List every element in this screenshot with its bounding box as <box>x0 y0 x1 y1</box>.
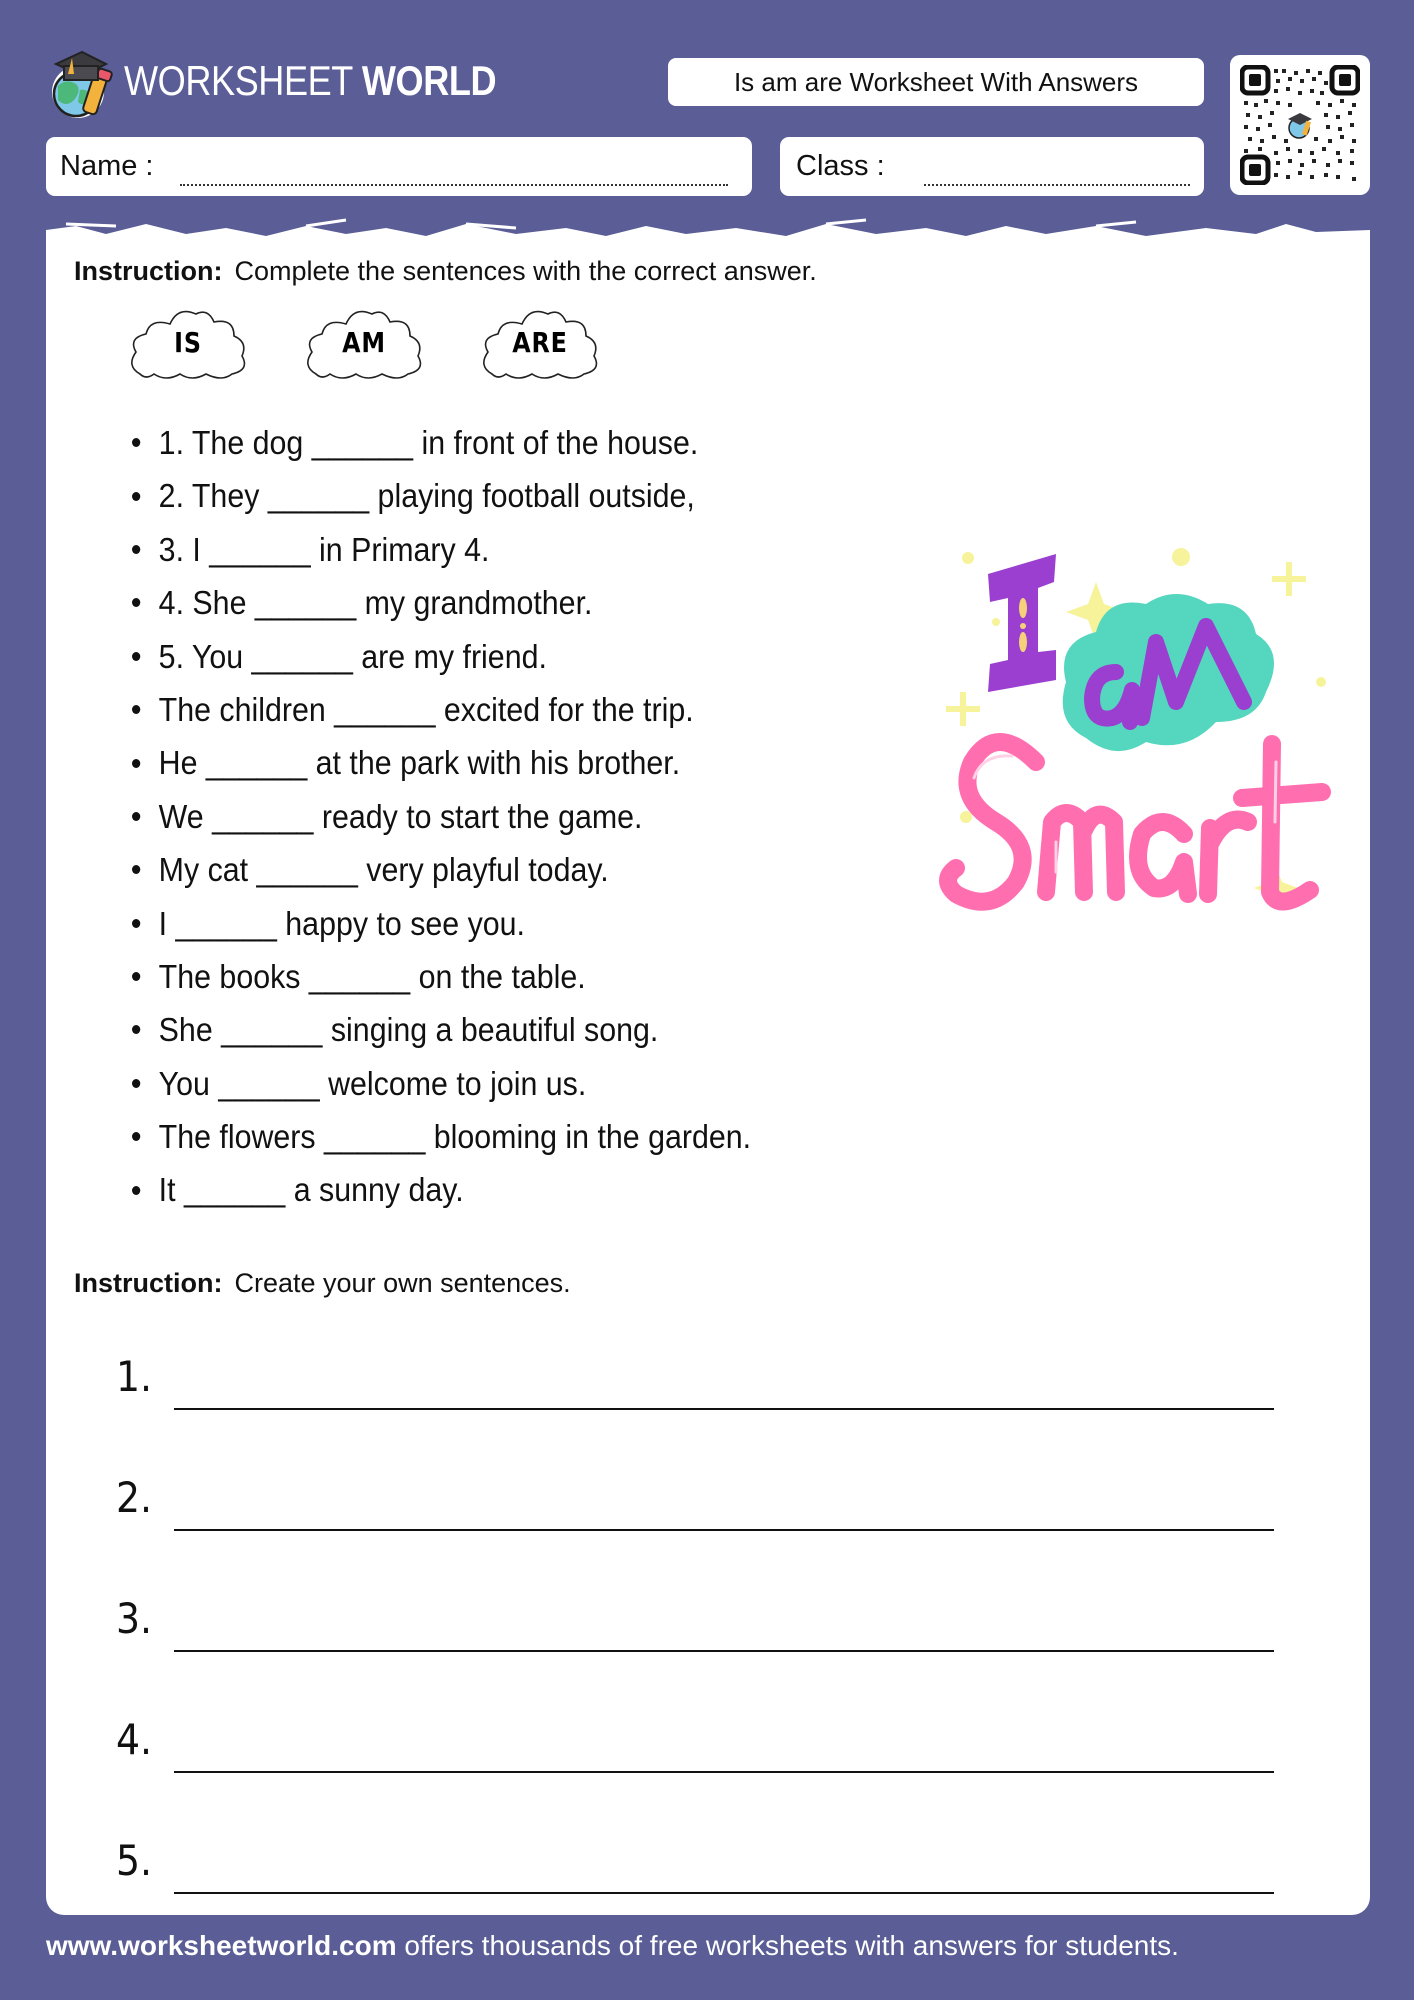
worksheet-title: Is am are Worksheet With Answers <box>668 58 1204 106</box>
sentence-text: She ______ singing a beautiful song. <box>158 1011 659 1049</box>
instruction-text: Complete the sentences with the correct answer. <box>234 256 817 286</box>
instruction-label: Instruction: <box>74 1268 223 1298</box>
brand-name <box>124 57 496 105</box>
i-am-smart-illustration <box>926 522 1366 922</box>
bullet-icon <box>132 1025 140 1034</box>
bullet-icon <box>132 759 140 768</box>
sentence-text: The flowers ______ blooming in the garden. <box>158 1118 752 1156</box>
brand-logo <box>44 40 557 122</box>
sentence-list <box>132 416 805 1217</box>
sentence-text: 1. The dog ______ in front of the house. <box>158 424 699 461</box>
writing-line[interactable] <box>174 1892 1274 1894</box>
bullet-icon <box>132 705 140 714</box>
sentence-item <box>132 843 751 896</box>
instruction-label: Instruction: <box>74 256 223 286</box>
sentence-item <box>132 576 751 629</box>
bullet-icon <box>132 492 140 501</box>
sentence-item <box>132 790 751 843</box>
writing-row[interactable] <box>46 1715 1370 1835</box>
worksheet-card <box>46 222 1370 1915</box>
word-bank <box>126 304 602 380</box>
bullet-icon <box>132 865 140 874</box>
sentence-text: My cat ______ very playful today. <box>158 851 609 889</box>
sentence-item <box>132 736 751 789</box>
sentence-item <box>132 1110 751 1163</box>
bullet-icon <box>132 652 140 661</box>
graduation-globe-pencil-icon <box>44 40 116 122</box>
name-label: Name : <box>60 150 154 182</box>
sentence-text: 4. She ______ my grandmother. <box>158 584 593 622</box>
sentence-text: It ______ a sunny day. <box>158 1171 464 1209</box>
bullet-icon <box>132 598 140 607</box>
writing-line[interactable] <box>174 1650 1274 1652</box>
sentence-item <box>132 897 751 950</box>
class-dotted-line <box>924 184 1190 186</box>
sentence-item <box>132 469 751 522</box>
bullet-icon <box>132 1186 140 1195</box>
sentence-text: I ______ happy to see you. <box>158 904 525 942</box>
writing-row-number: 2. <box>116 1473 153 1522</box>
instruction-complete-sentences <box>74 256 817 287</box>
class-label: Class : <box>796 150 885 182</box>
word-bank-cloud-is <box>126 304 250 380</box>
qr-code-icon <box>1240 65 1360 185</box>
word-bank-cloud-are <box>478 304 602 380</box>
sentence-item <box>132 1003 751 1056</box>
sentence-text: 5. You ______ are my friend. <box>158 637 547 675</box>
writing-row-number: 3. <box>116 1594 153 1643</box>
brand-name-light: WORKSHEET <box>124 57 353 104</box>
writing-line[interactable] <box>174 1529 1274 1531</box>
word-bank-label: ARE <box>512 326 568 359</box>
writing-row[interactable] <box>46 1473 1370 1593</box>
writing-row-number: 4. <box>116 1715 153 1764</box>
sentence-text: He ______ at the park with his brother. <box>158 744 681 782</box>
sentence-item <box>132 630 751 683</box>
sentence-text: The children ______ excited for the trip. <box>158 690 694 728</box>
writing-row[interactable] <box>46 1352 1370 1472</box>
writing-row-number: 5. <box>116 1836 153 1885</box>
instruction-create-sentences <box>74 1268 571 1299</box>
sentence-text: The books ______ on the table. <box>158 957 586 995</box>
bullet-icon <box>132 972 140 981</box>
footer-text <box>46 1930 1179 1962</box>
name-dotted-line <box>180 184 728 186</box>
sentence-text: We ______ ready to start the game. <box>158 797 643 835</box>
name-field[interactable] <box>46 137 752 196</box>
class-field[interactable] <box>780 137 1204 196</box>
sentence-item <box>132 950 751 1003</box>
word-bank-label: AM <box>342 326 386 359</box>
writing-row[interactable] <box>46 1594 1370 1714</box>
footer-site-link[interactable]: www.worksheetworld.com <box>46 1930 397 1961</box>
bullet-icon <box>132 438 140 447</box>
writing-line[interactable] <box>174 1408 1274 1410</box>
sentence-text: You ______ welcome to join us. <box>158 1064 587 1102</box>
sentence-text: 3. I ______ in Primary 4. <box>158 530 490 568</box>
instruction-text: Create your own sentences. <box>234 1268 571 1298</box>
torn-paper-edge <box>46 214 1370 254</box>
brand-name-bold: WORLD <box>361 57 497 104</box>
sentence-item <box>132 416 751 469</box>
writing-line[interactable] <box>174 1771 1274 1773</box>
writing-row-number: 1. <box>116 1352 153 1401</box>
bullet-icon <box>132 812 140 821</box>
sentence-item <box>132 1057 751 1110</box>
bullet-icon <box>132 1132 140 1141</box>
bullet-icon <box>132 545 140 554</box>
qr-code <box>1230 55 1370 195</box>
word-bank-cloud-am <box>302 304 426 380</box>
bullet-icon <box>132 919 140 928</box>
sentence-item <box>132 523 751 576</box>
footer-tagline: offers thousands of free worksheets with answers for students. <box>396 1930 1179 1961</box>
sentence-item <box>132 683 751 736</box>
word-bank-label: IS <box>174 326 202 359</box>
sentence-text: 2. They ______ playing football outside, <box>158 477 695 515</box>
bullet-icon <box>132 1079 140 1088</box>
sentence-item <box>132 1163 751 1216</box>
